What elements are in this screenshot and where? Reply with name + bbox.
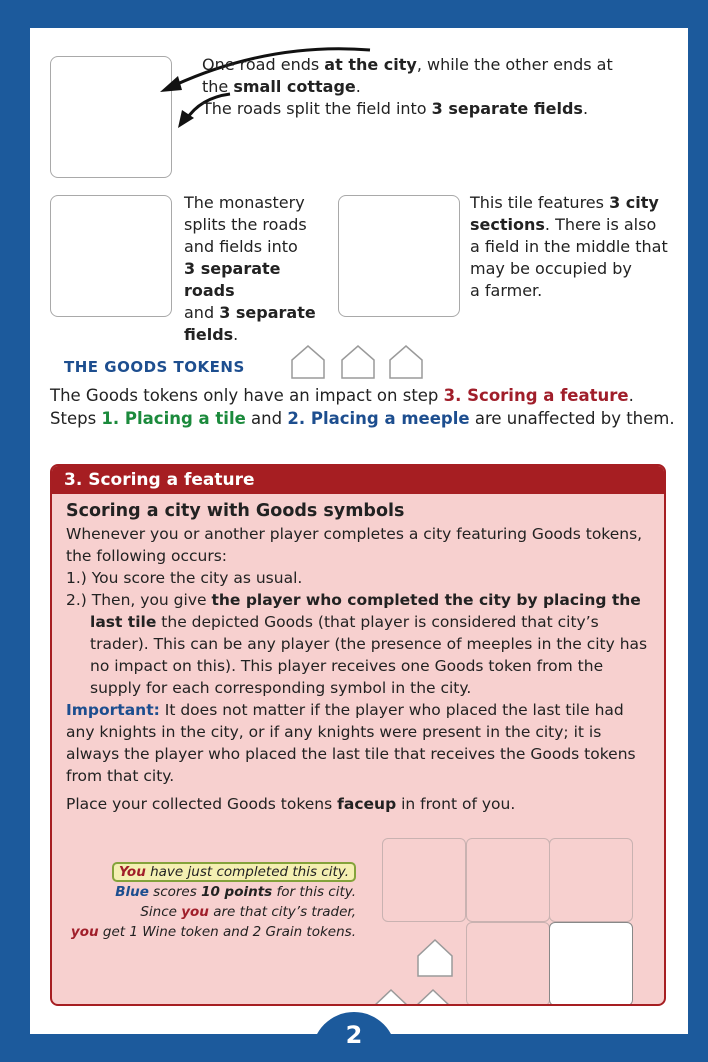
goods-intro-text: The Goods tokens only have an impact on step 3. Scoring a feature. Steps 1. Placing a tile and 2. Placing a meeple are unaffected by them. xyxy=(50,386,675,428)
goods-token-icon xyxy=(416,938,454,978)
goods-token-icon xyxy=(290,344,326,380)
scoring-box-subtitle: Scoring a city with Goods symbols xyxy=(66,501,405,521)
goods-token-icon xyxy=(372,988,410,1006)
scoring-example-text: You have just completed this city. Blue scores 10 points for this city. Since you are that city’s trader, you get 1 Wine token and 2 Grain tokens. xyxy=(70,864,356,940)
monastery-example-text: The monastery splits the roads and fields into 3 separate roads and 3 separate fields. xyxy=(184,193,316,344)
scoring-intro: Whenever you or another player completes a city featuring Goods tokens, the following occurs: xyxy=(66,525,643,565)
important-note: Important: It does not matter if the player who placed the last tile had any knights in the city, or if any knights were present in the city; it is always the player who placed the last tile that receives the Goods tokens from that city. xyxy=(66,701,636,785)
rulebook-page xyxy=(30,28,688,1034)
goods-tokens-heading: THE GOODS TOKENS xyxy=(64,358,245,376)
city-tile xyxy=(382,838,466,922)
scoring-feature-box xyxy=(50,464,666,1006)
goods-token-icon xyxy=(414,988,452,1006)
last-placed-tile xyxy=(549,922,633,1006)
page-number: 2 xyxy=(312,1012,396,1062)
scoring-step-1: 1.) You score the city as usual. xyxy=(66,569,303,587)
place-tokens-text: Place your collected Goods tokens faceup in front of you. xyxy=(66,795,516,813)
city-tile xyxy=(549,838,633,922)
tile-city-sections-example xyxy=(338,195,460,317)
scoring-step-2: 2.) Then, you give the player who completed the city by placing the last tile the depicted Goods (that player is considered that city’s trader). This can be any player (the presence of meeples in the city has no impact on this). This player receives one Goods token from the supply for each corresponding symbol in the city. xyxy=(66,591,648,697)
completed-city-highlight: You have just completed this city. xyxy=(112,862,356,882)
city-tile xyxy=(466,838,550,922)
goods-token-icon xyxy=(388,344,424,380)
scoring-box-header: 3. Scoring a feature xyxy=(52,466,664,494)
road-example-text: One road ends at the city, while the other ends at the small cottage. The roads split the field into 3 separate fields. xyxy=(202,55,613,118)
goods-token-icon xyxy=(340,344,376,380)
tile-monastery-example xyxy=(50,195,172,317)
city-tile xyxy=(466,922,550,1006)
city-sections-example-text: This tile features 3 city sections. There is also a field in the middle that may be occupied by a farmer. xyxy=(470,193,668,300)
